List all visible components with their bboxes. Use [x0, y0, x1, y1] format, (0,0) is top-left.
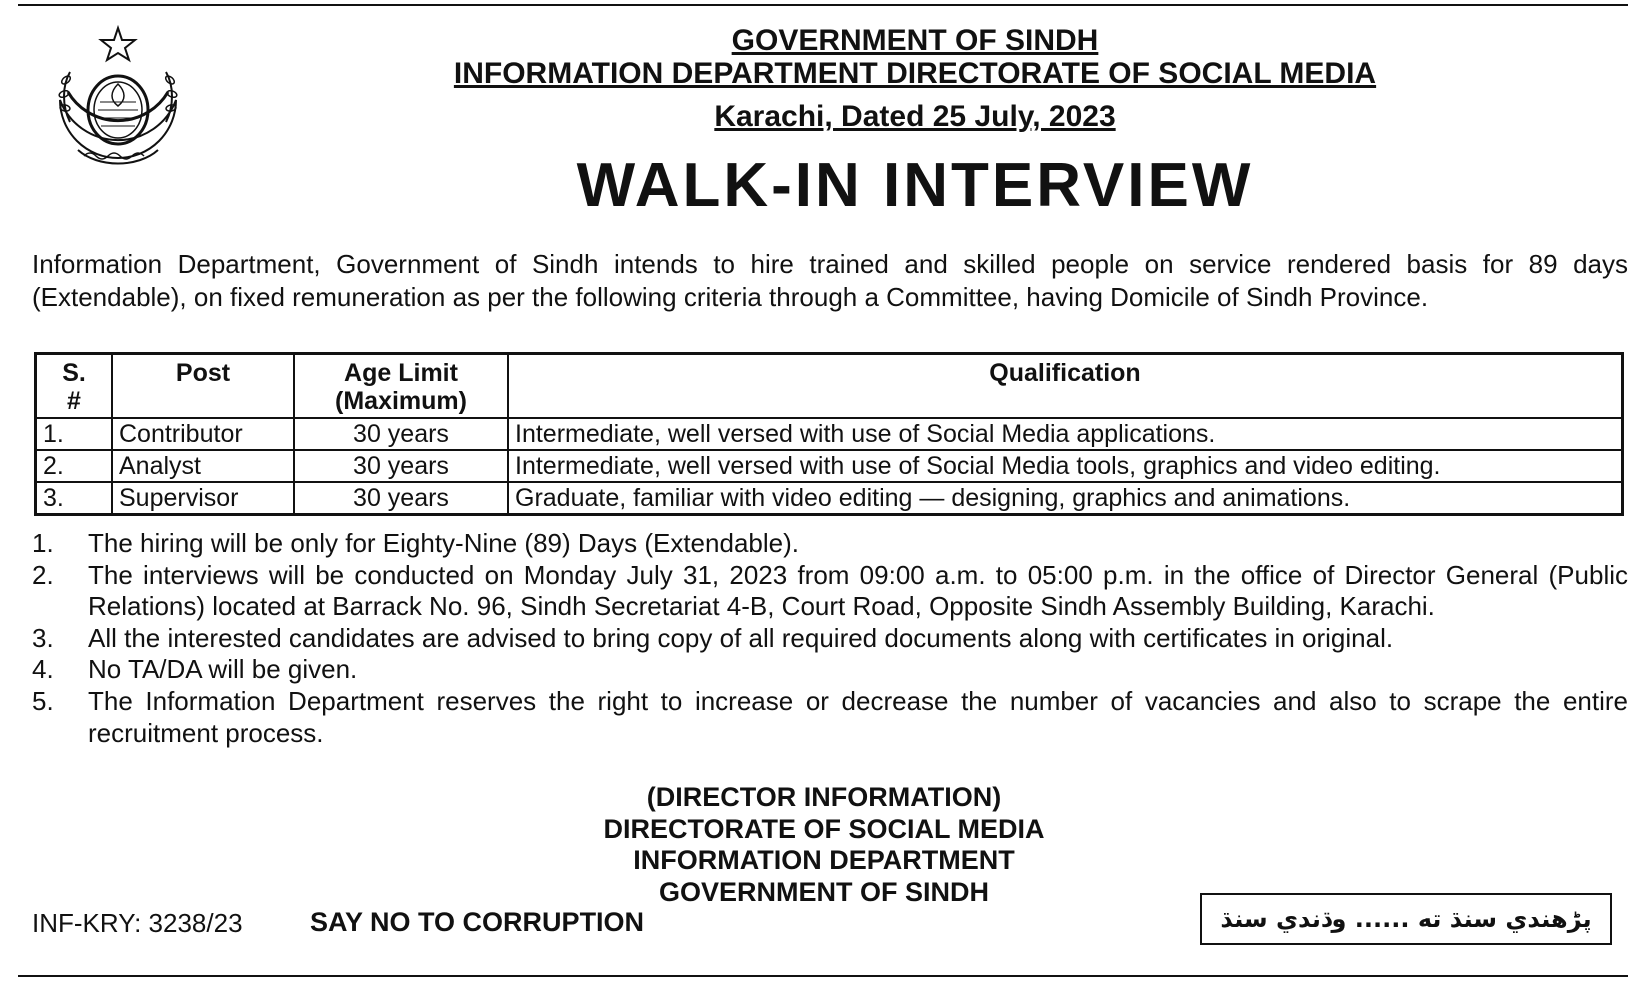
- page-title: WALK-IN INTERVIEW: [576, 151, 1254, 220]
- cell-post: Contributor: [112, 418, 294, 450]
- signature-directorate: DIRECTORATE OF SOCIAL MEDIA: [603, 813, 1045, 844]
- header-date: Karachi, Dated 25 July, 2023: [714, 100, 1116, 133]
- government-of-sindh-seal-icon: [38, 22, 198, 182]
- header-department: INFORMATION DEPARTMENT DIRECTORATE OF SOCIAL MEDIA: [453, 57, 1377, 90]
- list-item-text: The hiring will be only for Eighty-Nine (89) Days (Extendable).: [88, 528, 799, 558]
- cell-post: Supervisor: [112, 482, 294, 515]
- header-serial-line1: S.: [62, 359, 86, 387]
- cell-post: Analyst: [112, 450, 294, 482]
- signature-department: INFORMATION DEPARTMENT: [633, 845, 1015, 875]
- cell-serial: 3.: [36, 482, 113, 515]
- header-post: Post: [112, 354, 294, 419]
- signature-title: (DIRECTOR INFORMATION): [646, 782, 1002, 812]
- list-item-text: No TA/DA will be given.: [88, 654, 358, 685]
- list-item-text: The interviews will be conducted on Monday July 31, 2023 from 09:00 a.m. to 05:00 p.m. in the office of Director General (Public Relations) located at Barrack No. 96, Sindh Secretariat 4-B, Court Road, Opposite Sindh Assembly Building, Karachi.: [88, 559, 1628, 622]
- sindhi-slogan-box: پڑهندي سنڌ ته ...... وڌندي سنڌ: [1200, 893, 1612, 945]
- table-row: [36, 418, 1623, 450]
- cell-serial: 2.: [36, 450, 113, 482]
- list-item-number: 3.: [32, 622, 54, 653]
- table-header-row: [36, 354, 1623, 419]
- cell-qualification: Graduate, familiar with video editing — designing, graphics and animations.: [508, 482, 1623, 515]
- cell-qualification: Intermediate, well versed with use of Social Media applications.: [508, 418, 1623, 450]
- table-row: [36, 450, 1623, 482]
- list-item-number: 5.: [32, 685, 54, 716]
- cell-qualification: Intermediate, well versed with use of Social Media tools, graphics and video editing.: [508, 450, 1623, 482]
- anti-corruption-slogan: SAY NO TO CORRUPTION: [310, 907, 645, 937]
- top-rule: [18, 4, 1628, 6]
- table-row: [36, 482, 1623, 515]
- list-item-number: 2.: [32, 559, 54, 590]
- cell-serial: 1.: [36, 418, 113, 450]
- header-age-line1: Age Limit: [344, 359, 458, 387]
- signature-government: GOVERNMENT OF SINDH: [658, 876, 989, 907]
- list-item: [32, 654, 1628, 686]
- cell-age: 30 years: [294, 450, 508, 482]
- list-item-text: All the interested candidates are advised to bring copy of all required documents along with certificates in original.: [88, 622, 1394, 653]
- list-item: [32, 623, 1628, 655]
- cell-age: 30 years: [294, 418, 508, 450]
- header-age-limit: [294, 354, 508, 419]
- list-item-number: 1.: [32, 528, 54, 558]
- header-serial-line2: #: [67, 387, 81, 415]
- list-item-number: 4.: [32, 654, 54, 685]
- terms-list: [32, 528, 1628, 749]
- header-government: GOVERNMENT OF SINDH: [731, 24, 1099, 57]
- signature-block: [460, 782, 1188, 908]
- bottom-rule: [18, 975, 1628, 977]
- list-item: [32, 560, 1628, 623]
- list-item: [32, 528, 1628, 560]
- header-serial: [36, 354, 113, 419]
- cell-age: 30 years: [294, 482, 508, 515]
- intro-paragraph: Information Department, Government of Sindh intends to hire trained and skilled people on service rendered basis for 89 days (Extendable), on fixed remuneration as per the following criteria through a Committee, having Domicile of Sindh Province.: [32, 249, 1628, 312]
- vacancy-table: [34, 352, 1624, 516]
- header-age-line2: (Maximum): [335, 387, 467, 415]
- list-item: [32, 686, 1628, 749]
- reference-number: INF-KRY: 3238/23: [32, 908, 243, 938]
- list-item-text: The Information Department reserves the right to increase or decrease the number of vacancies and also to scrape the entire recruitment process.: [88, 685, 1628, 748]
- header-qualification: Qualification: [508, 354, 1623, 419]
